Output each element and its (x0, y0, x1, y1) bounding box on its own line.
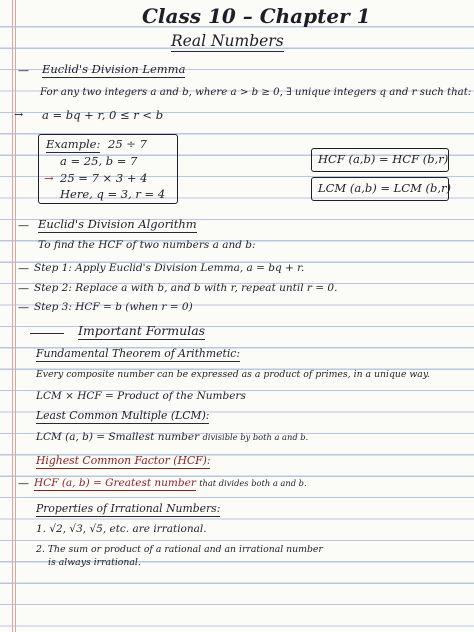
example-line-3: Here, q = 3, r = 4 (60, 187, 166, 201)
hcf-box-text: HCF (a,b) = HCF (b,r) (318, 152, 449, 166)
lcm-definition-rest: divisible by both a and b. (202, 432, 309, 442)
irrational-item-2-line-2: is always irrational. (48, 557, 141, 568)
fta-text: Every composite number can be expressed as a product of primes, in a unique way. (36, 369, 430, 380)
example-expression: 25 ÷ 7 (108, 137, 147, 151)
margin-line-left (12, 0, 13, 632)
algorithm-step-3: Step 3: HCF = b (when r = 0) (34, 301, 193, 313)
lcm-definition-main: LCM (a, b) = Smallest number (36, 431, 200, 443)
hcf-definition (34, 478, 307, 489)
lcm-definition (36, 432, 308, 443)
algorithm-step-1: Step 1: Apply Euclid's Division Lemma, a = bq + r. (34, 262, 305, 274)
product-rule: LCM × HCF = Product of the Numbers (36, 390, 246, 402)
heading-dash: — (18, 64, 29, 77)
formulas-heading: Important Formulas (78, 323, 206, 338)
algorithm-step-2: Step 2: Replace a with b, and b with r, repeat until r = 0. (34, 282, 338, 294)
step-dash: — (18, 282, 29, 295)
example-label: Example: (46, 137, 101, 151)
hcf-definition-rest: that divides both a and b. (199, 478, 307, 488)
hcf-heading: Highest Common Factor (HCF): (36, 454, 211, 467)
page-subtitle: Real Numbers (171, 32, 284, 50)
lemma-arrow: → (14, 108, 24, 121)
formulas-rule-left (30, 333, 64, 334)
example-arrow-icon: → (44, 171, 54, 185)
algorithm-intro: To find the HCF of two numbers a and b: (38, 239, 256, 251)
example-line-1: a = 25, b = 7 (60, 154, 138, 168)
fta-heading: Fundamental Theorem of Arithmetic: (36, 347, 240, 360)
hcf-dash: — (18, 477, 29, 490)
margin-line-right (15, 0, 16, 632)
lemma-heading: Euclid's Division Lemma (42, 62, 186, 76)
lcm-heading: Least Common Multiple (LCM): (36, 409, 210, 422)
step-dash: — (18, 262, 29, 275)
heading-dash: — (18, 219, 29, 232)
lemma-formula: a = bq + r, 0 ≤ r < b (42, 108, 164, 122)
irrational-heading: Properties of Irrational Numbers: (36, 502, 221, 515)
lemma-statement: For any two integers a and b, where a > b ≥ 0, ∃ unique integers q and r such that: (40, 87, 472, 98)
lcm-box-text: LCM (a,b) = LCM (b,r) (318, 181, 452, 195)
algorithm-heading: Euclid's Division Algorithm (38, 217, 197, 231)
hcf-definition-main: HCF (a, b) = Greatest number (34, 477, 196, 489)
example-line-2: 25 = 7 × 3 + 4 (60, 171, 148, 185)
page-title: Class 10 – Chapter 1 (142, 4, 371, 28)
irrational-item-2-line-1: 2. The sum or product of a rational and an irrational number (36, 544, 323, 555)
step-dash: — (18, 301, 29, 314)
irrational-item-1: 1. √2, √3, √5, etc. are irrational. (36, 523, 207, 535)
